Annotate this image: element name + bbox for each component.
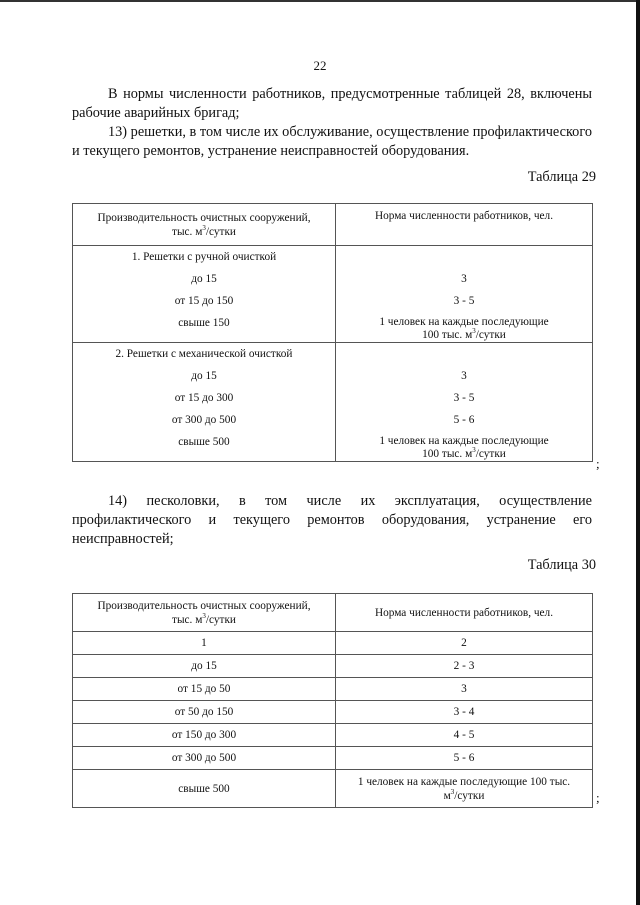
scan-right-edge bbox=[636, 0, 640, 905]
range-cell: до 15 bbox=[191, 370, 217, 382]
norm-text: 1 человек на каждые последующие 100 тыс. bbox=[357, 775, 571, 788]
norm-text: м bbox=[443, 789, 451, 802]
range-cell: свыше 500 bbox=[73, 770, 336, 808]
range-cell: от 150 до 300 bbox=[73, 724, 336, 747]
table-row bbox=[73, 724, 593, 747]
norm-text: /сутки bbox=[454, 789, 485, 802]
section-ranges bbox=[73, 246, 336, 343]
superscript: 3 bbox=[202, 611, 206, 620]
page-number: 22 bbox=[313, 58, 327, 73]
range-cell: от 15 до 300 bbox=[174, 392, 234, 404]
range-cell: от 300 до 500 bbox=[171, 414, 237, 426]
table-row bbox=[73, 655, 593, 678]
table-29-trailing-semicolon: ; bbox=[596, 456, 600, 471]
header-capacity bbox=[73, 204, 336, 246]
range-cell: до 15 bbox=[73, 655, 336, 678]
norm-cell: 2 bbox=[336, 632, 593, 655]
superscript: 3 bbox=[472, 327, 476, 336]
table-29 bbox=[72, 203, 593, 462]
norm-cell: 3 - 4 bbox=[336, 701, 593, 724]
norm-text: 100 тыс. м bbox=[422, 329, 473, 341]
range-cell: от 15 до 50 bbox=[73, 678, 336, 701]
paragraph-text: 14) песколовки, в том числе их эксплуатация, осуществление bbox=[108, 493, 592, 509]
header-text: /сутки bbox=[205, 225, 236, 238]
norm-text: /сутки bbox=[475, 329, 506, 341]
range-cell: до 15 bbox=[191, 273, 217, 285]
range-cell: от 15 до 150 bbox=[174, 295, 234, 307]
paragraph-item-14-line1 bbox=[72, 492, 592, 511]
section-title: 1. Решетки с ручной очисткой bbox=[131, 251, 277, 263]
section-norms bbox=[336, 246, 593, 343]
norm-cell: 3 bbox=[336, 678, 593, 701]
header-text: тыс. м bbox=[172, 225, 203, 238]
header-text: Производительность очистных сооружений, bbox=[97, 211, 311, 224]
norm-cell: 3 bbox=[461, 273, 467, 285]
norm-cell: 5 - 6 bbox=[336, 747, 593, 770]
norm-text: 1 человек на каждые последующие bbox=[379, 435, 549, 447]
table-row bbox=[73, 747, 593, 770]
table-header-row bbox=[73, 204, 593, 246]
section-title: 2. Решетки с механической очисткой bbox=[115, 348, 293, 360]
table-row bbox=[73, 678, 593, 701]
header-text: Производительность очистных сооружений, bbox=[97, 599, 311, 612]
norm-cell bbox=[336, 312, 592, 342]
norm-cell: 5 - 6 bbox=[453, 414, 475, 426]
range-cell: свыше 150 bbox=[178, 317, 230, 329]
range-cell: от 300 до 500 bbox=[73, 747, 336, 770]
scan-top-edge bbox=[0, 0, 640, 2]
superscript: 3 bbox=[450, 787, 455, 796]
norm-text: 1 человек на каждые последующие bbox=[379, 316, 549, 328]
table-row bbox=[73, 632, 593, 655]
table-row bbox=[73, 770, 593, 808]
norm-text: /сутки bbox=[475, 448, 506, 460]
table-30 bbox=[72, 593, 593, 808]
paragraph-item-14-line3: неисправностей; bbox=[72, 531, 174, 547]
norm-cell: 4 - 5 bbox=[336, 724, 593, 747]
table-30-trailing-semicolon: ; bbox=[596, 790, 600, 805]
paragraph-item-13 bbox=[72, 123, 592, 161]
paragraph-item-14-line2: профилактического и текущего ремонтов оборудования, устранение его bbox=[72, 512, 592, 528]
header-capacity bbox=[73, 594, 336, 632]
table-section-mechanical bbox=[73, 343, 593, 462]
norm-cell: 3 - 5 bbox=[453, 392, 475, 404]
superscript: 3 bbox=[472, 446, 476, 455]
table-header-row bbox=[73, 594, 593, 632]
section-ranges bbox=[73, 343, 336, 462]
table-row bbox=[73, 701, 593, 724]
table-30-caption: Таблица 30 bbox=[527, 557, 596, 573]
header-text: /сутки bbox=[205, 613, 236, 626]
norm-cell bbox=[336, 770, 593, 808]
norm-cell: 2 - 3 bbox=[336, 655, 593, 678]
paragraph-text: В нормы численности работников, предусмотренные таблицей 28, включены рабочие аварийных бригад; bbox=[72, 86, 592, 121]
header-norm: Норма численности работников, чел. bbox=[336, 594, 593, 632]
paragraph-text: 13) решетки, в том числе их обслуживание, осуществление профилактического и текущего ремонтов, устранение неисправностей оборудования. bbox=[72, 124, 592, 159]
norm-cell: 3 bbox=[461, 370, 467, 382]
paragraph-brigades bbox=[72, 85, 592, 123]
range-cell: от 50 до 150 bbox=[73, 701, 336, 724]
norm-cell: 3 - 5 bbox=[453, 295, 475, 307]
norm-text: 100 тыс. м bbox=[422, 448, 473, 460]
section-norms bbox=[336, 343, 593, 462]
table-29-caption: Таблица 29 bbox=[527, 169, 596, 185]
range-cell: 1 bbox=[73, 632, 336, 655]
header-text: тыс. м bbox=[172, 613, 203, 626]
range-cell: свыше 500 bbox=[178, 436, 230, 448]
table-section-manual bbox=[73, 246, 593, 343]
header-norm: Норма численности работников, чел. bbox=[336, 204, 593, 246]
norm-cell bbox=[336, 431, 592, 461]
superscript: 3 bbox=[202, 223, 206, 232]
